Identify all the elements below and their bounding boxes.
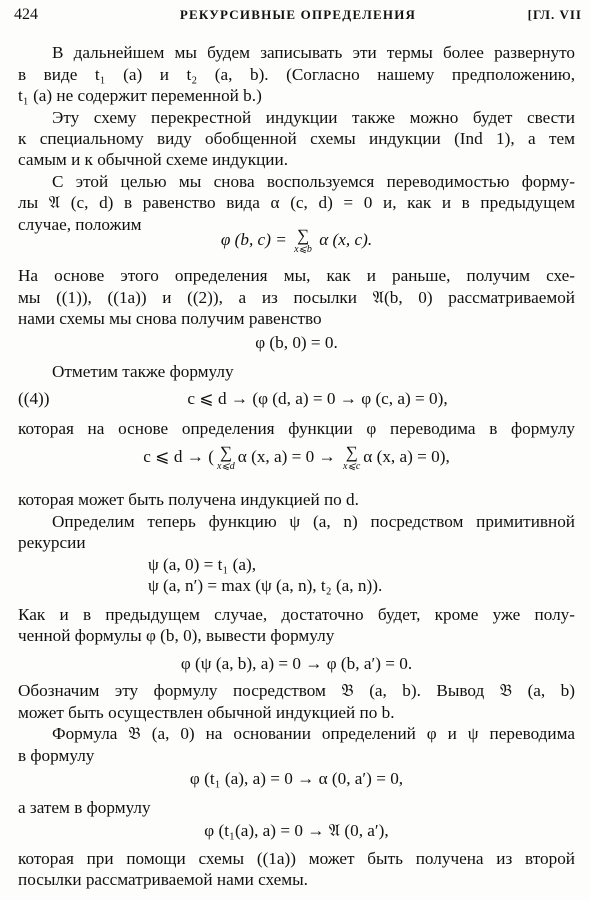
equation-sum-implication: c ⩽ d → ( ∑ x⩽d α (x, a) = 0 → ∑ x⩽c α (x, a) = 0), bbox=[143, 443, 450, 473]
equation-B: φ (ψ (a, b), a) = 0 → φ (b, a′) = 0. bbox=[180, 654, 413, 673]
text-line: которая при помощи схемы ((1a)) может быть получена из второй bbox=[18, 849, 575, 868]
text-line: Как и в предыдущем случае, достаточно будет, кроме уже полу- bbox=[18, 605, 575, 624]
text-line: случае, положим bbox=[18, 215, 142, 234]
equation-alpha: φ (t₁ (a), a) = 0 → α (0, a′) = 0, bbox=[189, 769, 404, 788]
text-line: t₁ (a) не содержит переменной b.) bbox=[18, 86, 262, 105]
text-line: Эту схему перекрестной индукции также можно будет свести bbox=[52, 108, 575, 127]
equation-A: φ (t₁(a), a) = 0 → 𝔄 (0, a′), bbox=[204, 821, 389, 840]
chapter-label: [ГЛ. VII bbox=[527, 7, 582, 22]
sum-sign: ∑ x⩽b bbox=[294, 226, 312, 256]
text-line: С этой целью мы снова воспользуемся переводимостью форму- bbox=[52, 172, 575, 191]
equation-phi-zero: φ (b, 0) = 0. bbox=[255, 333, 338, 352]
text-line: нами схемы мы снова получим равенство bbox=[18, 309, 322, 328]
sum-sign: ∑ x⩽d bbox=[216, 443, 235, 473]
text-line: посылки рассматриваемой нами схемы. bbox=[18, 870, 308, 889]
text-line: которая на основе определения функции φ переводима в формулу bbox=[18, 419, 575, 438]
text-line: в формулу bbox=[18, 746, 95, 765]
text-line: может быть осуществлен обычной индукцией по b. bbox=[18, 703, 395, 722]
sum-sign: ∑ x⩽c bbox=[343, 443, 361, 473]
page-number: 424 bbox=[14, 6, 38, 23]
text-line: ченной формулы φ (b, 0), вывести формулу bbox=[18, 626, 335, 645]
equation-number: ((4)) bbox=[18, 389, 50, 408]
text-line: рекурсии bbox=[18, 533, 86, 552]
text-line: которая может быть получена индукцией по d. bbox=[18, 490, 359, 509]
text-line: Определим теперь функцию ψ (a, n) посредством примитивной bbox=[52, 512, 575, 531]
text-line: На основе этого определения мы, как и раньше, получим схе- bbox=[18, 266, 575, 285]
text-line: мы ((1)), ((1a)) и ((2)), а из посылки 𝔄(b, 0) рассматриваемой bbox=[18, 288, 575, 307]
text-line: Обозначим эту формулу посредством 𝔅 (a, b). Вывод 𝔅 (a, b) bbox=[18, 681, 575, 700]
text-line: Формула 𝔅 (a, 0) на основании определений φ и ψ переводима bbox=[52, 724, 575, 743]
text-line: Отметим также формулу bbox=[52, 362, 234, 381]
page-header bbox=[14, 3, 582, 25]
equation-psi-base: ψ (a, 0) = t₁ (a), bbox=[148, 555, 257, 574]
equation-psi-step: ψ (a, n′) = max (ψ (a, n), t₂ (a, n)). bbox=[148, 576, 383, 595]
text-line: к специальному виду обобщенной схемы индукции (Ind 1), а тем bbox=[18, 129, 575, 148]
text-line: самым и к обычной схеме индукции. bbox=[18, 150, 288, 169]
equation-4: c ⩽ d → (φ (d, a) = 0 → φ (c, a) = 0), bbox=[187, 389, 448, 408]
text-line: а затем в формулу bbox=[18, 798, 151, 817]
text-line: В дальнейшем мы будем записывать эти термы более развернуто bbox=[52, 43, 575, 62]
text-line: лы 𝔄 (c, d) в равенство вида α (c, d) = 0 и, как и в предыдущем bbox=[18, 193, 575, 212]
text-line: в виде t₁ (a) и t₂ (a, b). (Согласно нашему предположению, bbox=[18, 65, 575, 84]
running-title: РЕКУРСИВНЫЕ ОПРЕДЕЛЕНИЯ bbox=[179, 7, 417, 22]
equation-phi-definition: φ (b, c) = ∑ x⩽b α (x, c). bbox=[220, 226, 373, 256]
